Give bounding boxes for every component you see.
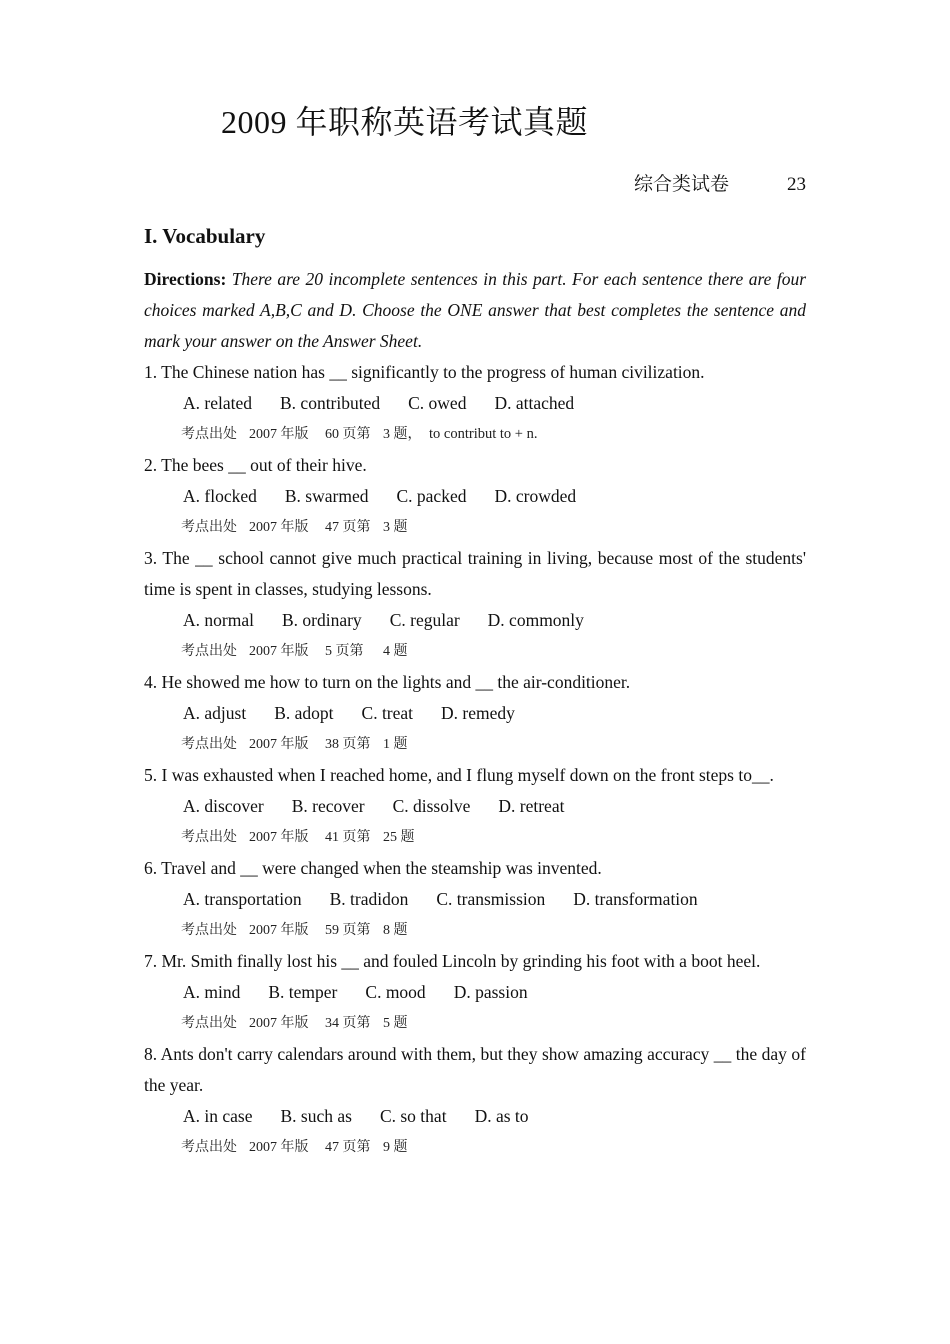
answer-option: C. treat [361,703,414,723]
source-label: 考点出处 [181,923,237,938]
source-label: 考点出处 [181,830,237,845]
answer-option: B. ordinary [281,610,362,630]
directions-label: Directions: [144,269,227,289]
answer-option: C. mood [365,982,426,1002]
source-label: 考点出处 [181,1140,237,1155]
answer-options [144,388,806,419]
answer-options [144,698,806,729]
answer-option: B. such as [280,1106,352,1126]
section-heading: I. Vocabulary [144,224,266,248]
answer-option: B. adopt [274,703,334,723]
answer-option: A. in case [183,1106,253,1126]
source-year: 2007 年版 [249,830,309,845]
source-page: 47 页第 [325,520,371,535]
question-6 [144,853,806,946]
answer-option: A. discover [183,796,264,816]
question-1 [144,357,806,450]
answer-option: D. passion [453,982,528,1002]
source-reference [144,636,806,667]
answer-option: D. transformation [573,889,698,909]
question-stem: 7. Mr. Smith finally lost his __ and fouled Lincoln by grinding his foot with a boot heel. [144,951,761,971]
answer-option: B. tradidon [329,889,409,909]
source-label: 考点出处 [181,737,237,752]
question-8 [144,1039,806,1163]
question-4 [144,667,806,760]
question-3 [144,543,806,667]
source-reference [144,419,806,450]
source-year: 2007 年版 [249,1140,309,1155]
source-reference [144,915,806,946]
source-label: 考点出处 [181,520,237,535]
source-label: 考点出处 [181,644,237,659]
answer-option: D. commonly [487,610,584,630]
source-num: 4 题 [383,644,408,659]
source-num: 3 题， [383,427,422,442]
question-stem: 5. I was exhausted when I reached home, and I flung myself down on the front steps to__. [144,765,774,785]
answer-option: A. mind [183,982,241,1002]
directions-text: There are 20 incomplete sentences in this part. For each sentence there are four choices marked A,B,C and D. Choose the ONE answer that best completes the sentence and mark your answer on the Answer Sheet. [144,269,806,351]
answer-options [144,605,806,636]
source-year: 2007 年版 [249,1016,309,1031]
answer-option: D. as to [474,1106,529,1126]
source-year: 2007 年版 [249,737,309,752]
source-num: 9 题 [383,1140,408,1155]
source-reference [144,1132,806,1163]
source-reference [144,822,806,853]
answer-option: D. crowded [494,486,577,506]
answer-option: D. retreat [498,796,565,816]
document-body [144,264,806,1163]
source-page: 47 页第 [325,1140,371,1155]
answer-options [144,791,806,822]
answer-option: B. contributed [280,393,381,413]
source-page: 41 页第 [325,830,371,845]
answer-option: D. attached [494,393,575,413]
answer-option: D. remedy [441,703,515,723]
answer-options [144,1101,806,1132]
document-title: 2009 年职称英语考试真题 [221,104,589,140]
paper-info [634,172,806,198]
question-5 [144,760,806,853]
answer-options [144,481,806,512]
answer-option: B. temper [268,982,338,1002]
directions [144,264,806,357]
question-stem: 8. Ants don't carry calendars around with them, but they show amazing accuracy __ the day of the year. [144,1044,806,1095]
source-num: 3 题 [383,520,408,535]
answer-option: C. dissolve [392,796,471,816]
source-reference [144,512,806,543]
question-stem: 3. The __ school cannot give much practical training in living, because most of the students' time is spent in classes, studying lessons. [144,548,806,599]
answer-option: C. owed [408,393,467,413]
source-year: 2007 年版 [249,520,309,535]
source-num: 25 题 [383,830,415,845]
answer-option: A. adjust [183,703,247,723]
source-page: 5 页第 [325,644,364,659]
source-reference [144,729,806,760]
answer-options [144,977,806,1008]
question-list [144,357,806,1163]
source-page: 60 页第 [325,427,371,442]
source-label: 考点出处 [181,1016,237,1031]
source-page: 59 页第 [325,923,371,938]
question-stem: 2. The bees __ out of their hive. [144,455,367,475]
source-num: 1 题 [383,737,408,752]
answer-option: A. transportation [183,889,302,909]
question-stem: 1. The Chinese nation has __ significantly to the progress of human civilization. [144,362,705,382]
paper-number: 23 [787,174,806,195]
source-reference [144,1008,806,1039]
source-year: 2007 年版 [249,923,309,938]
source-note: to contribut to + n. [429,426,538,442]
answer-option: A. normal [183,610,254,630]
answer-option: C. packed [396,486,467,506]
question-2 [144,450,806,543]
source-year: 2007 年版 [249,427,309,442]
paper-type-label: 综合类试卷 [633,174,729,195]
source-num: 8 题 [383,923,408,938]
source-page: 34 页第 [325,1016,371,1031]
source-num: 5 题 [383,1016,408,1031]
question-7 [144,946,806,1039]
answer-options [144,884,806,915]
answer-option: B. swarmed [284,486,369,506]
source-year: 2007 年版 [249,644,309,659]
source-page: 38 页第 [325,737,371,752]
answer-option: A. related [183,393,252,413]
answer-option: C. transmission [436,889,546,909]
answer-option: C. regular [389,610,460,630]
answer-option: C. so that [379,1106,447,1126]
source-label: 考点出处 [181,427,237,442]
question-stem: 4. He showed me how to turn on the lights and __ the air-conditioner. [144,672,631,692]
question-stem: 6. Travel and __ were changed when the steamship was invented. [144,858,602,878]
answer-option: A. flocked [183,486,257,506]
answer-option: B. recover [291,796,365,816]
